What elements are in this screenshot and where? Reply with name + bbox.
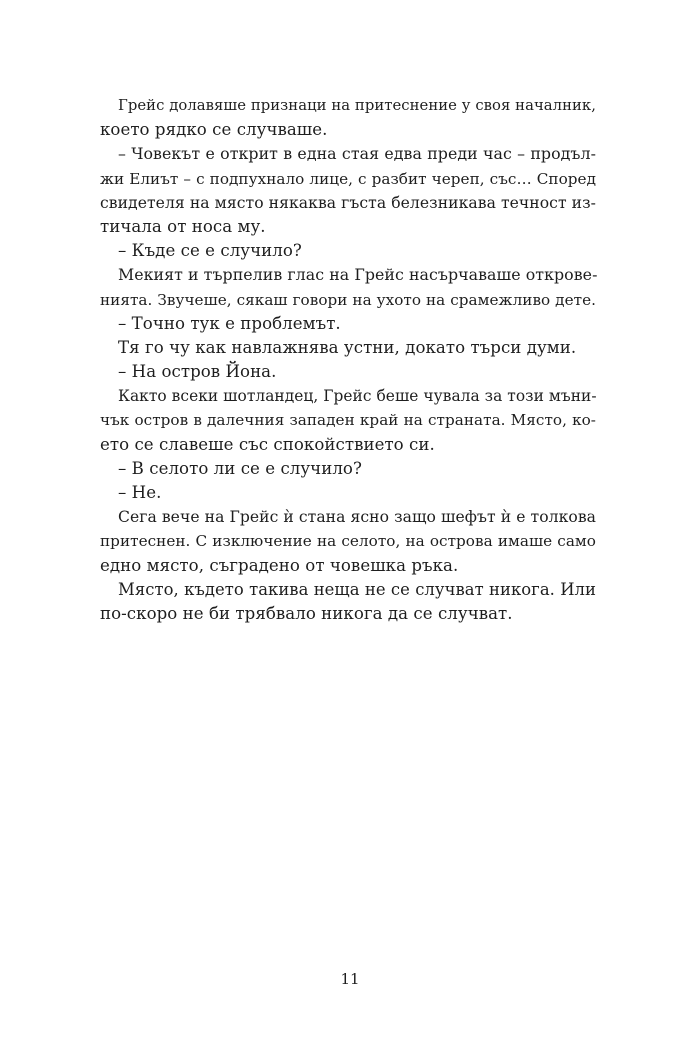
text-line: ето се славеше със спокойствието си.: [100, 434, 435, 454]
text-line: жи Елиът – с подпухнало лице, с разбит череп, със… Според: [100, 169, 596, 188]
text-line: Място, където такива неща не се случват никога. Или: [118, 579, 596, 599]
text-line: което рядко се случваше.: [100, 120, 328, 140]
page-number: 11: [340, 970, 360, 988]
text-line: Мекият и търпелив глас на Грейс насърчаваше открове-: [118, 265, 598, 285]
text-line: по-скоро не би трябвало никога да се случват.: [100, 603, 513, 623]
text-line: – На остров Йона.: [118, 362, 277, 382]
body-text: [100, 94, 598, 626]
text-line: Тя го чу как навлажнява устни, докато търси думи.: [118, 337, 577, 357]
text-line: тичала от носа му.: [100, 216, 266, 236]
text-line: – Точно тук е проблемът.: [118, 313, 341, 333]
text-line: – В селото ли се е случило?: [118, 458, 362, 478]
text-line: притеснен. С изключение на селото, на острова имаше само: [100, 532, 596, 551]
text-line: Грейс долавяше признаци на притеснение у своя началник,: [118, 97, 596, 114]
text-line: – Не.: [118, 483, 162, 502]
text-line: чък остров в далечния западен край на страната. Място, ко-: [100, 411, 596, 430]
text-line: Сега вече на Грейс ѝ стана ясно защо шефът ѝ е толкова: [118, 508, 596, 527]
text-line: нията. Звучеше, сякаш говори на ухото на срамежливо дете.: [100, 290, 596, 309]
text-line: – Къде се е случило?: [118, 241, 302, 261]
text-line: едно място, съградено от човешка ръка.: [100, 555, 459, 575]
text-line: – Човекът е открит в една стая едва преди час – продъл-: [118, 144, 596, 164]
text-line: Както всеки шотландец, Грейс беше чувала за този мъни-: [118, 387, 597, 406]
text-line: свидетеля на място някаква гъста белезникава течност из-: [100, 193, 596, 212]
